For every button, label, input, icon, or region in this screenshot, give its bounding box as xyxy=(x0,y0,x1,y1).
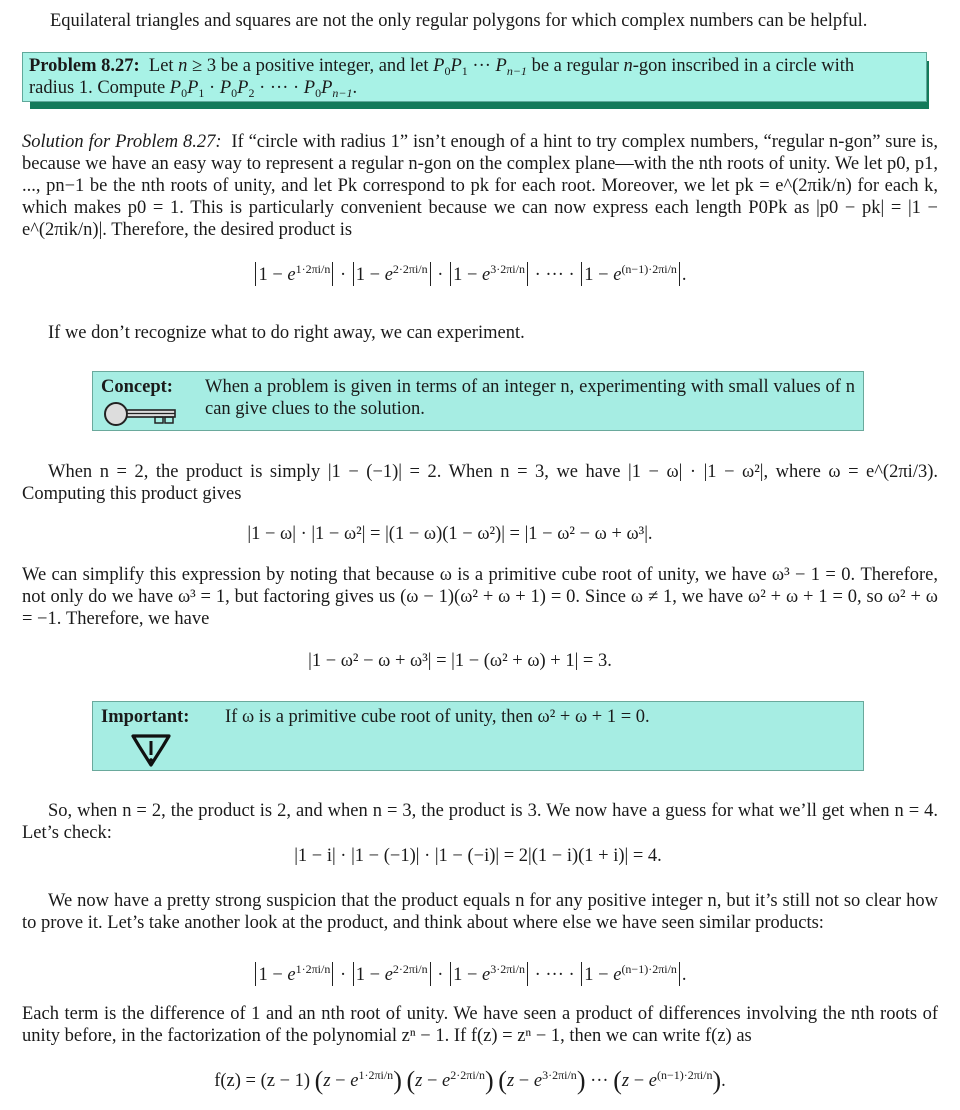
equation-product: $1 - e^{1\cdot 2\pi i/n} \cdot 1 - e^{2\cdot 2\pi i/n} \cdot 1 - e^{3\cdot 2\pi i/n}$ · ··· · $1 - e^{(n-1)\cdot 2\pi i/n}$ . xyxy=(0,262,950,286)
experiment-paragraph: If we don’t recognize what to do right away, we can experiment. xyxy=(48,323,525,343)
solution-label: Solution for Problem 8.27: xyxy=(22,132,222,152)
problem-line-1: Problem 8.27: Let n ≥ 3 be a positive integer, and let $P_0P_1$ ··· $P_{n-1}$ be a regular n-gon inscribed in a circle with xyxy=(29,56,855,78)
intro-paragraph: Equilateral triangles and squares are not the only regular polygons for which complex numbers can be helpful. xyxy=(50,11,868,31)
important-box xyxy=(92,701,864,771)
equation-omega-product: |1 − ω| · |1 − ω²| = |(1 − ω)(1 − ω²)| = |1 − ω² − ω + ω³|. xyxy=(247,524,653,544)
solution-paragraph xyxy=(22,131,938,241)
suspicion-paragraph: We now have a pretty strong suspicion that the product equals n for any positive integer n, but it’s still not so clear how to prove it. Let’s take another look at the product, and think about where else we have seen similar products: xyxy=(22,891,938,933)
problem-label: Problem 8.27: xyxy=(29,56,140,76)
equation-product-repeat: $1 - e^{1\cdot 2\pi i/n} \cdot 1 - e^{2\cdot 2\pi i/n} \cdot 1 - e^{3\cdot 2\pi i/n}$ · ··· · $1 - e^{(n-1)\cdot 2\pi i/n}$ . xyxy=(0,962,950,986)
n2-n3-paragraph: When n = 2, the product is simply |1 − (−1)| = 2. When n = 3, we have |1 − ω| · |1 − ω²|, where ω = e^(2πi/3). Computing this product gives xyxy=(22,462,938,504)
equation-omega-result: |1 − ω² − ω + ω³| = |1 − (ω² + ω) + 1| = 3. xyxy=(308,651,612,671)
simplify-paragraph: We can simplify this expression by noting that because ω is a primitive cube root of unity, we have ω³ − 1 = 0. Therefore, not only do we have ω³ = 1, but factoring gives us (ω − 1)(ω² + ω + 1) = 0. Since ω ≠ 1, we have ω² + ω + 1 = 0, so ω² + ω = −1. Therefore, we have xyxy=(22,565,938,629)
warning-icon xyxy=(129,732,173,768)
problem-box xyxy=(22,52,927,102)
n4-paragraph: So, when n = 2, the product is 2, and when n = 3, the product is 3. We now have a guess for what we’ll get when n = 4. Let’s check: xyxy=(22,801,938,843)
important-label: Important: xyxy=(101,707,190,727)
important-text: If ω is a primitive cube root of unity, then ω² + ω + 1 = 0. xyxy=(225,707,650,727)
equation-factorization: f(z) = (z − 1) $(z - e^{1\cdot 2\pi i/n})$ $(z - e^{2\cdot 2\pi i/n})$ $(z - e^{3\cdot 2\pi i/n})$ ··· $(z - e^{(n-1)\cdot 2\pi i/n})$. xyxy=(214,1066,726,1095)
key-icon xyxy=(103,401,179,427)
problem-line-2: radius 1. Compute $P_0P_1 \cdot P_0P_2$ · ··· · $P_0P_{n-1}$. xyxy=(29,78,358,100)
each-term-paragraph: Each term is the difference of 1 and an nth root of unity. We have seen a product of differences involving the nth roots of unity before, in the factorization of the polynomial zⁿ − 1. If f(z) = zⁿ − 1, then we can write f(z) as xyxy=(22,1004,938,1046)
concept-box xyxy=(92,371,864,431)
solution-text: If “circle with radius 1” isn’t enough of a hint to try complex numbers, “regular n-gon” sure is, because we have an easy way to represent a regular n-gon on the complex plane—with the nth roots of unity. We let p0, p1, ..., pn−1 be the nth roots of unity, and let Pk correspond to pk for each root. Moreover, we let pk = e^(2πik/n) for each k, which makes p0 = 1. This is particularly convenient because we can now express each length P0Pk as |p0 − pk| = |1 − e^(2πik/n)|. Therefore, the desired product is xyxy=(22,132,938,240)
concept-label: Concept: xyxy=(101,377,173,397)
equation-n4: |1 − i| · |1 − (−1)| · |1 − (−i)| = 2|(1 − i)(1 + i)| = 4. xyxy=(294,846,662,866)
concept-text: When a problem is given in terms of an integer n, experimenting with small values of n can give clues to the solution. xyxy=(205,377,855,419)
